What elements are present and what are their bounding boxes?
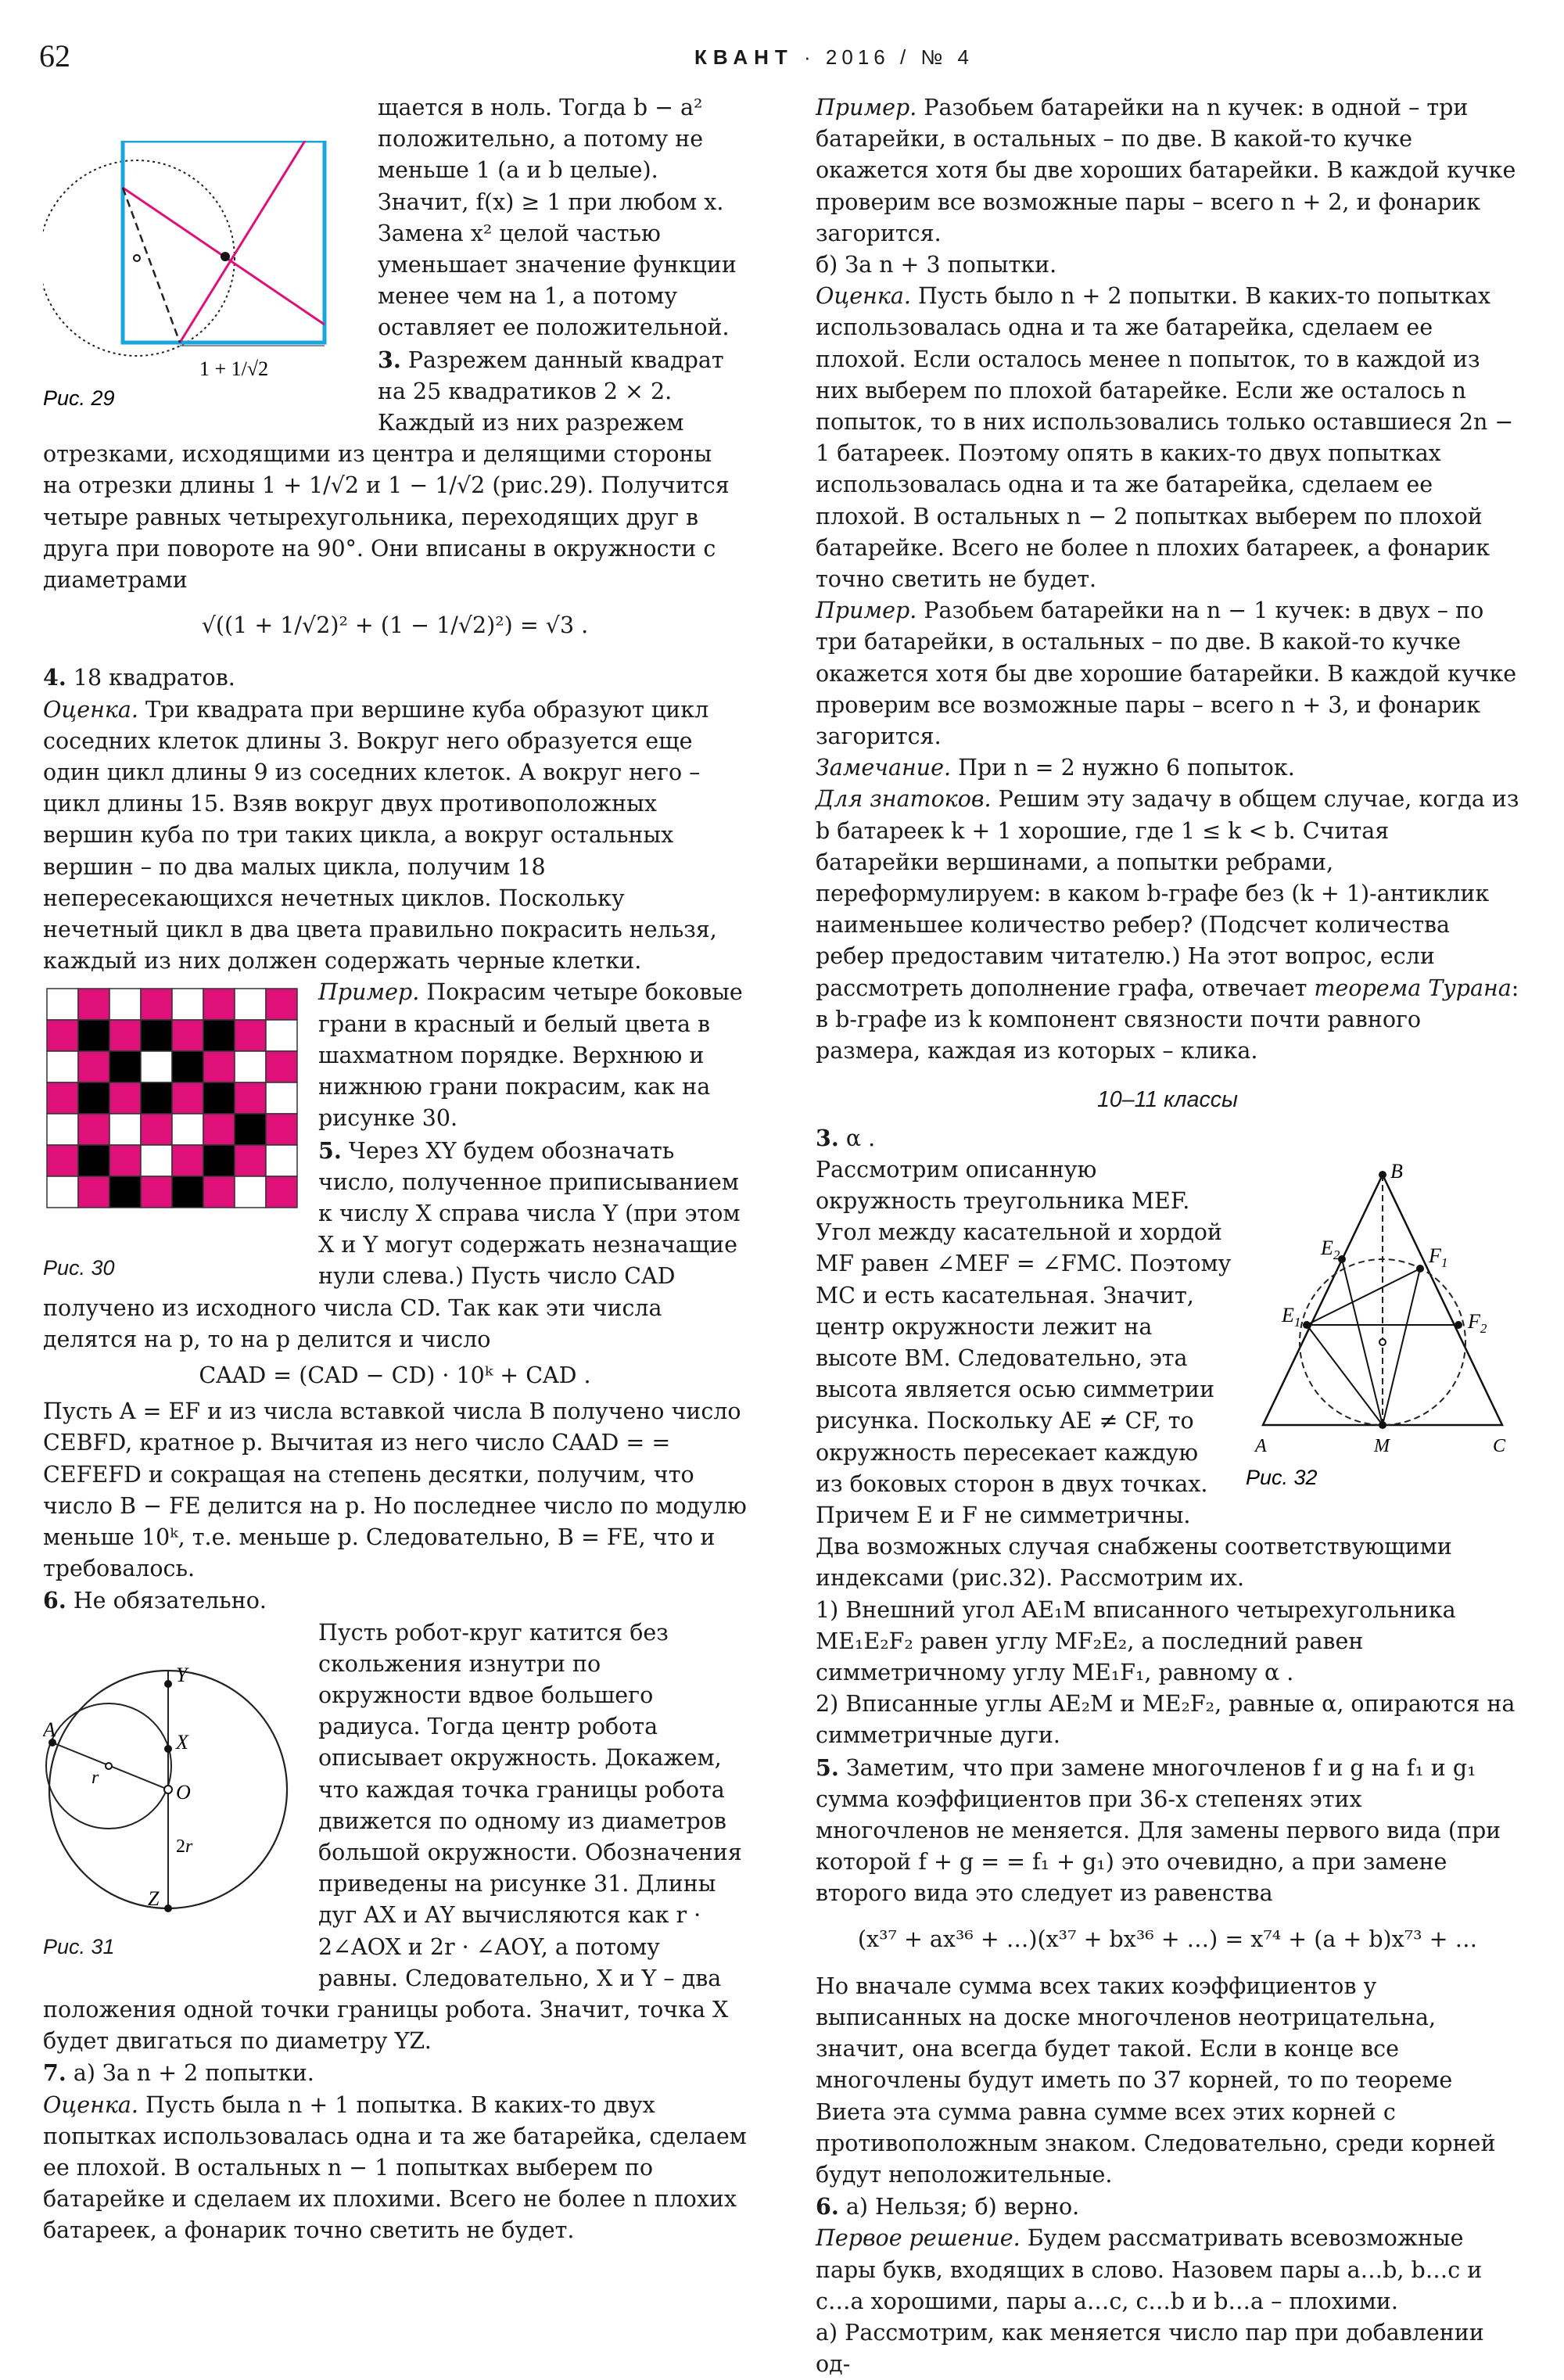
problem-7-estimate-b: Оценка. Пусть было n + 2 попытки. В каких-то попытках использовалась одна и та же батарейка, сделаем ее плохой. Если осталось менее n попыток, то в каждой из них выберем по плохой батарейке. Если же осталось n попыток, то в них использовались только оставшиеся 2n − 1 батареек. Поэтому опять в каких-то двух попытках использовалась одна и та же батарейка, сделаем ее плохой. В остальных n − 2 попытках выберем по плохой батарейке. Всего не более n плохих батареек, а фонарик точно светить не будет. [816, 283, 1514, 593]
formula-3: (x³⁷ + ax³⁶ + …)(x³⁷ + bx³⁶ + …) = x⁷⁴ + (a + b)x⁷³ + … [857, 1926, 1478, 1952]
grid-cell [141, 1020, 172, 1051]
solution-3: 3. α . B $E_2$ $F_1$ $E_1$ $F_2$ A M C Рис. 32 Рассмотрим описанную окружность треугольника MEF. Угол между касательной и хордой MF равен ∠MEF = ∠FMC. Поэтому MC и есть касательная. Значит, центр окружности лежит на высоте BM. Следовательно, эта высота является осью симметрии рисунка. Поскольку AE ≠ CF, то окружность пересекает каждую из боковых сторон в двух точках. Причем E и F не симметричны. Два возможных случая снабжены соответствующими индексами (рис.32). Рассмотрим их. 1) Внешний угол AE₁M вписанного четырехугольника ME₁E₂F₂ равен углу MF₂E₂, а последний равен симметричному углу ME₁F₁, равному α . 2) Вписанные углы AE₂M и ME₂F₂, равные α, опираются на симметричные дуги. [816, 1122, 1519, 1752]
grid-cell [172, 1114, 203, 1145]
grid-cell [141, 1176, 172, 1208]
grid-cell [141, 1114, 172, 1145]
formula-2: CAAD = (CAD − CD) · 10ᵏ + CAD . [199, 1362, 591, 1388]
figure-29-drawing [43, 141, 356, 407]
grid-cell [235, 1020, 266, 1051]
grid-cell [203, 1176, 235, 1208]
grid-cell [109, 1082, 141, 1114]
problem-3: 3. Разрежем данный квадрат на 25 квадратиков 2 × 2. Каждый из них разрежем отрезками, исходящими из центра и делящими стороны на отрезки длины 1 + 1/√2 и 1 − 1/√2 (рис.29). Получится четыре равных четырехугольника, переходящих друг в друга при повороте на 90°. Они вписаны в окружности с диаметрами [43, 346, 730, 594]
figure-29-caption: Рис. 29 [43, 386, 115, 407]
solution-5-continued: Но вначале сумма всех таких коэффициентов у выписанных на доске многочленов неотрицательна, значит, она всегда будет такой. Если в конце все многочлены будут иметь по 37 корней, то по теореме Виета эта сумма равна сумме всех этих корней с противоположным знаком. Следовательно, среди корней будут неположительные. [816, 1973, 1496, 2188]
svg-text:r: r [91, 1767, 99, 1788]
left-column [43, 92, 747, 2247]
grid-cell [47, 989, 78, 1020]
problem-5-continued: Пусть A = EF и из числа вставкой числа B получено число CEBFD, кратное p. Вычитая из него число CAAD = = CEFEFD и сокращая на степень десятки, получим, что число B − FE делится на p. Но последнее число по модулю меньше 10ᵏ, т.е. меньше p. Следовательно, B = FE, что и требовалось. [43, 1398, 747, 1582]
svg-text:A: A [43, 1718, 56, 1741]
grid-cell [172, 1051, 203, 1082]
problem-6: 6. Не обязательно. A Y X O Z r 2r Рис. 31 Пусть робот-круг катится без скольжения изнутри по окружности вдвое большего радиуса. Тогда центр робота описывает окружность. Докажем, что каждая точка границы робота движется по одному из диаметров большой окружности. Обозначения приведены на рисунке 31. Длины дуг AX и AY вычисляются как r · 2∠AOX и 2r · ∠AOY, а потому равны. Следовательно, X и Y – два положения одной точки границы робота. Значит, точка X будет двигаться по диаметру YZ. 7. а) За n + 2 попытки. [43, 1587, 742, 2087]
grid-cell [78, 1020, 109, 1051]
grid-cell [266, 989, 297, 1020]
figure-31-drawing [43, 1664, 301, 1922]
grid-cell [235, 1114, 266, 1145]
grid-cell [47, 1020, 78, 1051]
grid-cell [203, 1020, 235, 1051]
grid-cell [235, 989, 266, 1020]
figure-31-caption: Рис. 31 [43, 1934, 115, 1958]
grid-cell [109, 1051, 141, 1082]
grid-cell [47, 1051, 78, 1082]
grid-cell [172, 989, 203, 1020]
grid-cell [109, 989, 141, 1020]
grid-cell [141, 1145, 172, 1176]
grid-cell [266, 1051, 297, 1082]
grid-cell [141, 1051, 172, 1082]
grid-cell [78, 1051, 109, 1082]
problem-7-example-a: Пример. Разобьем батарейки на n кучек: в одной – три батарейки, в остальных – по две. В какой-то кучке окажется хотя бы две хороших батарейки. В каждой кучке проверим все возможные пары – всего n + 2, и фонарик загорится. [816, 95, 1516, 246]
grid-cell [203, 1082, 235, 1114]
svg-text:E2: $E_2$ [1321, 1236, 1340, 1262]
svg-text:E1: $E_1$ [1282, 1303, 1301, 1330]
svg-text:A: A [1255, 1435, 1267, 1456]
grid-cell [109, 1020, 141, 1051]
grid-cell [78, 1114, 109, 1145]
figure-30 [43, 985, 301, 1283]
figure-32 [1246, 1161, 1519, 1513]
grid-cell [266, 1020, 297, 1051]
grid-cell [203, 1051, 235, 1082]
grid-cell [172, 1145, 203, 1176]
figure-30-grid [43, 985, 301, 1243]
grid-cell [47, 1145, 78, 1176]
figure-32-caption: Рис. 32 [1246, 1465, 1318, 1489]
svg-text:M: M [1374, 1435, 1390, 1456]
svg-text:O: O [176, 1780, 191, 1804]
grid-cell [172, 1020, 203, 1051]
grid-cell [235, 1176, 266, 1208]
paragraph-1: 1 + 1/√2 Рис. 29 щается в ноль. Тогда b − a² положительно, а потому не меньше 1 (a и b целые). Значит, f(x) ≥ 1 при любом x. Замена x² целой частью уменьшает значение функции менее чем на 1, а потому оставляет ее положительной. [43, 92, 747, 344]
grid-cell [141, 989, 172, 1020]
grid-cell [172, 1176, 203, 1208]
grid-cell [47, 1176, 78, 1208]
grid-cell [235, 1145, 266, 1176]
page-number: 62 [39, 38, 70, 74]
svg-text:2r: 2r [176, 1836, 193, 1857]
grid-cell [109, 1176, 141, 1208]
right-column [816, 92, 1519, 2380]
svg-text:F1: $F_1$ [1429, 1244, 1448, 1270]
svg-text:F2: $F_2$ [1468, 1309, 1487, 1336]
grid-cell [203, 989, 235, 1020]
figure-31 [43, 1664, 301, 1962]
grid-cell [78, 989, 109, 1020]
svg-text:C: C [1493, 1435, 1506, 1456]
grid-cell [109, 1114, 141, 1145]
grid-cell [266, 1176, 297, 1208]
grid-cell [235, 1051, 266, 1082]
formula-1: √((1 + 1/√2)² + (1 − 1/√2)²) = √3 . [201, 612, 589, 639]
figure-30-caption: Рис. 30 [43, 1255, 115, 1280]
svg-text:B: B [1390, 1160, 1403, 1183]
problem-4-example: Рис. 30 Пример. Покрасим четыре боковые грани в красный и белый цвета в шахматном порядке. Верхнюю и нижнюю грани покрасим, как на рисунке 30. 5. Через XY будем обозначать число, полученное приписыванием к числу X справа числа Y (при этом X и Y могут содержать незначащие нули слева.) Пусть число CAD получено из исходного числа CD. Так как эти числа делятся на p, то на p делится и число [43, 979, 743, 1352]
grid-cell [47, 1082, 78, 1114]
problem-7-example-b: Пример. Разобьем батарейки на n − 1 кучек: в двух – по три батарейки, в остальных – по две. В какой-то кучке окажется хотя бы две хорошие батарейки. В каждой кучке проверим все возможные пары – всего n + 3, и фонарик загорится. [816, 598, 1517, 750]
grid-cell [109, 1145, 141, 1176]
problem-7-experts: Для знатоков. Решим эту задачу в общем случае, когда из b батареек k + 1 хорошие, где 1 ≤ k < b. Считая батарейки вершинами, а попытки ребрами, переформулируем: в каком b-графе без (k + 1)-антиклик наименьшее количество ребер? (Подсчет количества ребер предоставим читателю.) На этот вопрос, если рассмотреть дополнение графа, отвечает теорема Турана: в b-графе из k компонент связности почти равного размера, каждая из которых – клика. [816, 786, 1519, 1064]
journal-title: КВАНТ · 2016 / № 4 [694, 45, 974, 69]
grid-cell [47, 1114, 78, 1145]
svg-text:X: X [176, 1730, 188, 1754]
svg-text:Y: Y [176, 1664, 188, 1686]
grid-cell [266, 1145, 297, 1176]
problem-7-remark: Замечание. При n = 2 нужно 6 попыток. [816, 755, 1295, 781]
problem-7-part-b: б) За n + 3 попытки. [816, 252, 1057, 278]
grid-cell [203, 1114, 235, 1145]
section-title: 10–11 классы [1097, 1087, 1238, 1113]
svg-text:Z: Z [148, 1886, 160, 1910]
page-header [39, 38, 1525, 84]
grid-cell [203, 1145, 235, 1176]
problem-7-estimate: Оценка. Пусть была n + 1 попытка. В каких-то двух попытках использовалась одна и та же батарейка, сделаем ее плохой. В остальных n − 1 попытках выберем по батарейке и сделаем их плохими. Всего не более n плохих батареек, а фонарик точно светить не будет. [43, 2091, 747, 2244]
grid-cell [266, 1082, 297, 1114]
figure-29 [43, 141, 356, 415]
grid-cell [141, 1082, 172, 1114]
figure-32-drawing [1246, 1161, 1519, 1505]
grid-cell [78, 1145, 109, 1176]
problem-4: 4. 18 квадратов. Оценка. Три квадрата при вершине куба образуют цикл соседних клеток длины 3. Вокруг него образуется еще один цикл длины 9 из соседних клеток. А вокруг него – цикл длины 15. Взяв вокруг двух противоположных вершин куба по три таких цикла, а вокруг остальных вершин – по два малых цикла, получим 18 непересекающихся нечетных циклов. Поскольку нечетный цикл в два цвета правильно покрасить нельзя, каждый из них должен содержать черные клетки. [43, 664, 717, 975]
solution-5: 5. Заметим, что при замене многочленов f и g на f₁ и g₁ сумма коэффициентов при 36-х степенях этих многочленов не меняется. Для замены первого вида (при которой f + g = = f₁ + g₁) это очевидно, а при замене второго вида это следует из равенства [816, 1754, 1501, 1907]
grid-cell [235, 1082, 266, 1114]
grid-cell [266, 1114, 297, 1145]
solution-6: 6. а) Нельзя; б) верно. Первое решение. Будем рассматривать всевозможные пары букв, входящих в слово. Назовем пары a…b, b…c и c…a хорошими, пары a…c, c…b и b…a – плохими. а) Рассмотрим, как меняется число пар при добавлении од- [816, 2193, 1484, 2378]
grid-cell [78, 1176, 109, 1208]
grid-cell [172, 1082, 203, 1114]
grid-cell [78, 1082, 109, 1114]
figure-29-label: 1 + 1/√2 [199, 357, 269, 380]
